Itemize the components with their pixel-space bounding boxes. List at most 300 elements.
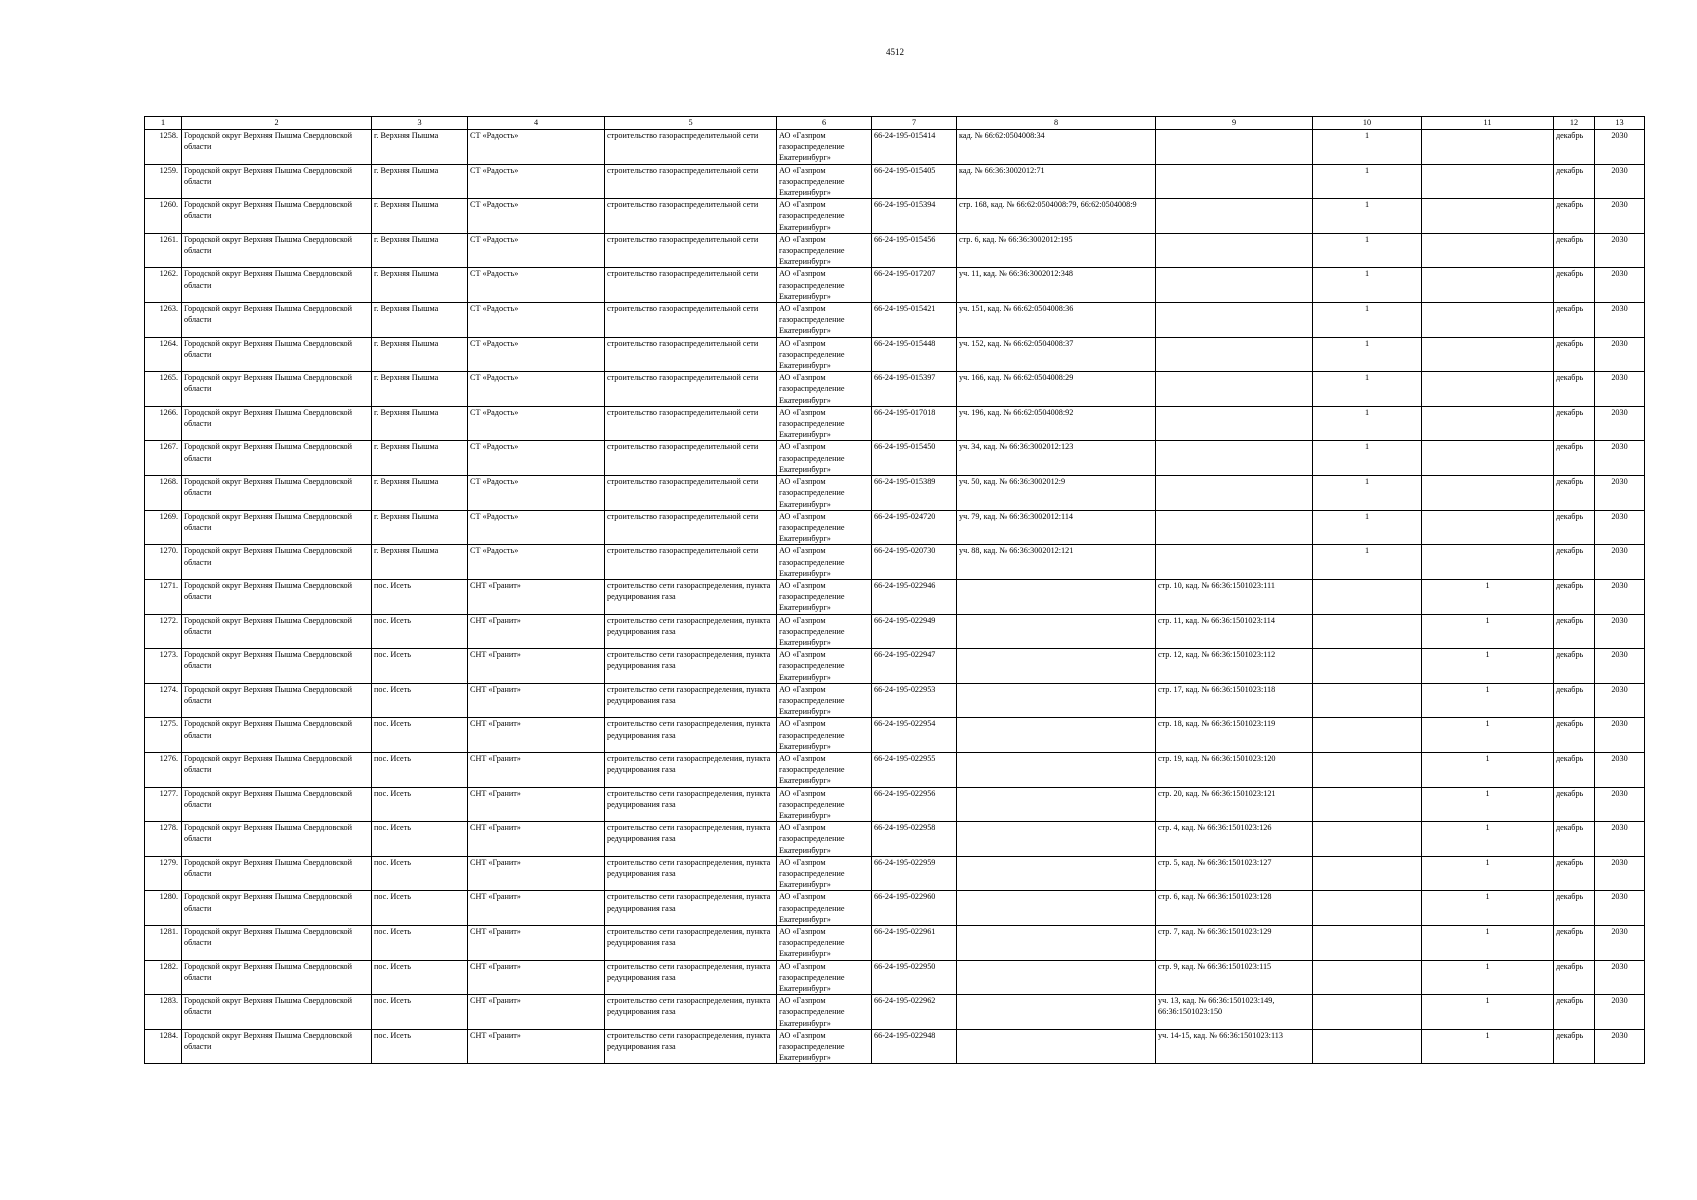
- row-number: 1279.: [145, 856, 182, 891]
- table-row: [145, 787, 1645, 822]
- organization-cell: АО «Газпром газораспределение Екатеринбург»: [777, 476, 872, 511]
- row-number: 1272.: [145, 614, 182, 649]
- table-row: [145, 822, 1645, 857]
- work-type-cell: строительство газораспределительной сети: [605, 164, 777, 199]
- locality-cell: пос. Исеть: [372, 718, 468, 753]
- year-cell: 2030: [1595, 372, 1645, 407]
- quantity-cell: [1313, 683, 1422, 718]
- locality-cell: пос. Исеть: [372, 614, 468, 649]
- work-type-cell: строительство газораспределительной сети: [605, 233, 777, 268]
- object-cell: СНТ «Гранит»: [468, 856, 605, 891]
- work-type-cell: строительство газораспределительной сети: [605, 545, 777, 580]
- plot-cell: уч. 14-15, кад. № 66:36:1501023:113: [1156, 1029, 1313, 1064]
- object-cell: СНТ «Гранит»: [468, 926, 605, 961]
- registration-number-cell: 66-24-195-015414: [872, 130, 957, 165]
- plot-cell: [957, 856, 1156, 891]
- district-cell: Городской округ Верхняя Пышма Свердловской области: [182, 1029, 372, 1064]
- district-cell: Городской округ Верхняя Пышма Свердловской области: [182, 649, 372, 684]
- plot-cell: [957, 649, 1156, 684]
- organization-cell: АО «Газпром газораспределение Екатеринбург»: [777, 995, 872, 1030]
- quantity-cell: [1422, 476, 1554, 511]
- row-number: 1271.: [145, 579, 182, 614]
- year-cell: 2030: [1595, 960, 1645, 995]
- page-number: 4512: [886, 47, 904, 57]
- object-cell: СТ «Радость»: [468, 406, 605, 441]
- work-type-cell: строительство сети газораспределения, пункта редуцирования газа: [605, 787, 777, 822]
- month-cell: декабрь: [1554, 476, 1595, 511]
- work-type-cell: строительство сети газораспределения, пункта редуцирования газа: [605, 752, 777, 787]
- year-cell: 2030: [1595, 268, 1645, 303]
- table-row: [145, 406, 1645, 441]
- organization-cell: АО «Газпром газораспределение Екатеринбург»: [777, 856, 872, 891]
- registration-number-cell: 66-24-195-022946: [872, 579, 957, 614]
- organization-cell: АО «Газпром газораспределение Екатеринбург»: [777, 406, 872, 441]
- quantity-cell: [1422, 441, 1554, 476]
- year-cell: 2030: [1595, 891, 1645, 926]
- organization-cell: АО «Газпром газораспределение Екатеринбург»: [777, 579, 872, 614]
- year-cell: 2030: [1595, 752, 1645, 787]
- locality-cell: пос. Исеть: [372, 1029, 468, 1064]
- year-cell: 2030: [1595, 130, 1645, 165]
- plot-cell: стр. 17, кад. № 66:36:1501023:118: [1156, 683, 1313, 718]
- work-type-cell: строительство сети газораспределения, пункта редуцирования газа: [605, 995, 777, 1030]
- organization-cell: АО «Газпром газораспределение Екатеринбург»: [777, 822, 872, 857]
- work-type-cell: строительство сети газораспределения, пункта редуцирования газа: [605, 856, 777, 891]
- district-cell: Городской округ Верхняя Пышма Свердловской области: [182, 926, 372, 961]
- district-cell: Городской округ Верхняя Пышма Свердловской области: [182, 579, 372, 614]
- row-number: 1284.: [145, 1029, 182, 1064]
- registration-number-cell: 66-24-195-022953: [872, 683, 957, 718]
- month-cell: декабрь: [1554, 614, 1595, 649]
- quantity-cell: [1313, 614, 1422, 649]
- registration-number-cell: 66-24-195-015405: [872, 164, 957, 199]
- row-number: 1282.: [145, 960, 182, 995]
- month-cell: декабрь: [1554, 752, 1595, 787]
- district-cell: Городской округ Верхняя Пышма Свердловской области: [182, 441, 372, 476]
- registration-number-cell: 66-24-195-022948: [872, 1029, 957, 1064]
- quantity-cell: 1: [1422, 649, 1554, 684]
- month-cell: декабрь: [1554, 303, 1595, 338]
- district-cell: Городской округ Верхняя Пышма Свердловской области: [182, 960, 372, 995]
- plot-cell: стр. 9, кад. № 66:36:1501023:115: [1156, 960, 1313, 995]
- quantity-cell: [1313, 1029, 1422, 1064]
- quantity-cell: 1: [1313, 406, 1422, 441]
- register-table: [144, 116, 1645, 1064]
- district-cell: Городской округ Верхняя Пышма Свердловской области: [182, 233, 372, 268]
- row-number: 1267.: [145, 441, 182, 476]
- organization-cell: АО «Газпром газораспределение Екатеринбург»: [777, 787, 872, 822]
- registration-number-cell: 66-24-195-017018: [872, 406, 957, 441]
- table-row: [145, 372, 1645, 407]
- row-number: 1258.: [145, 130, 182, 165]
- table-row: [145, 441, 1645, 476]
- registration-number-cell: 66-24-195-022956: [872, 787, 957, 822]
- plot-cell: [1156, 441, 1313, 476]
- quantity-cell: 1: [1313, 130, 1422, 165]
- table-row: [145, 752, 1645, 787]
- object-cell: СТ «Радость»: [468, 337, 605, 372]
- locality-cell: г. Верхняя Пышма: [372, 268, 468, 303]
- plot-cell: стр. 6, кад. № 66:36:1501023:128: [1156, 891, 1313, 926]
- organization-cell: АО «Газпром газораспределение Екатеринбург»: [777, 510, 872, 545]
- plot-cell: [957, 614, 1156, 649]
- organization-cell: АО «Газпром газораспределение Екатеринбург»: [777, 926, 872, 961]
- row-number: 1263.: [145, 303, 182, 338]
- registration-number-cell: 66-24-195-015450: [872, 441, 957, 476]
- object-cell: СТ «Радость»: [468, 164, 605, 199]
- object-cell: СТ «Радость»: [468, 233, 605, 268]
- plot-cell: стр. 19, кад. № 66:36:1501023:120: [1156, 752, 1313, 787]
- object-cell: СНТ «Гранит»: [468, 579, 605, 614]
- object-cell: СНТ «Гранит»: [468, 649, 605, 684]
- work-type-cell: строительство сети газораспределения, пункта редуцирования газа: [605, 822, 777, 857]
- district-cell: Городской округ Верхняя Пышма Свердловской области: [182, 787, 372, 822]
- year-cell: 2030: [1595, 1029, 1645, 1064]
- month-cell: декабрь: [1554, 683, 1595, 718]
- quantity-cell: [1313, 579, 1422, 614]
- table-row: [145, 960, 1645, 995]
- table-row: [145, 579, 1645, 614]
- quantity-cell: 1: [1313, 441, 1422, 476]
- locality-cell: г. Верхняя Пышма: [372, 441, 468, 476]
- work-type-cell: строительство газораспределительной сети: [605, 303, 777, 338]
- registration-number-cell: 66-24-195-022954: [872, 718, 957, 753]
- table-row: [145, 718, 1645, 753]
- work-type-cell: строительство сети газораспределения, пункта редуцирования газа: [605, 960, 777, 995]
- quantity-cell: 1: [1422, 787, 1554, 822]
- work-type-cell: строительство газораспределительной сети: [605, 337, 777, 372]
- quantity-cell: [1313, 718, 1422, 753]
- plot-cell: стр. 7, кад. № 66:36:1501023:129: [1156, 926, 1313, 961]
- quantity-cell: 1: [1422, 926, 1554, 961]
- registration-number-cell: 66-24-195-022961: [872, 926, 957, 961]
- quantity-cell: 1: [1422, 856, 1554, 891]
- row-number: 1274.: [145, 683, 182, 718]
- plot-cell: [957, 579, 1156, 614]
- plot-cell: [1156, 130, 1313, 165]
- locality-cell: пос. Исеть: [372, 787, 468, 822]
- organization-cell: АО «Газпром газораспределение Екатеринбург»: [777, 199, 872, 234]
- registration-number-cell: 66-24-195-017207: [872, 268, 957, 303]
- locality-cell: пос. Исеть: [372, 579, 468, 614]
- month-cell: декабрь: [1554, 579, 1595, 614]
- year-cell: 2030: [1595, 926, 1645, 961]
- quantity-cell: 1: [1313, 303, 1422, 338]
- column-number: 10: [1313, 117, 1422, 130]
- table-row: [145, 614, 1645, 649]
- district-cell: Городской округ Верхняя Пышма Свердловской области: [182, 164, 372, 199]
- object-cell: СНТ «Гранит»: [468, 822, 605, 857]
- district-cell: Городской округ Верхняя Пышма Свердловской области: [182, 199, 372, 234]
- table-row: [145, 233, 1645, 268]
- plot-cell: уч. 11, кад. № 66:36:3002012:348: [957, 268, 1156, 303]
- column-number-row: [145, 117, 1645, 130]
- quantity-cell: [1313, 752, 1422, 787]
- locality-cell: г. Верхняя Пышма: [372, 372, 468, 407]
- plot-cell: [1156, 337, 1313, 372]
- column-number: 8: [957, 117, 1156, 130]
- locality-cell: пос. Исеть: [372, 822, 468, 857]
- column-number: 11: [1422, 117, 1554, 130]
- year-cell: 2030: [1595, 614, 1645, 649]
- quantity-cell: [1313, 787, 1422, 822]
- row-number: 1280.: [145, 891, 182, 926]
- column-number: 9: [1156, 117, 1313, 130]
- table-row: [145, 130, 1645, 165]
- table-row: [145, 268, 1645, 303]
- organization-cell: АО «Газпром газораспределение Екатеринбург»: [777, 303, 872, 338]
- plot-cell: уч. 79, кад. № 66:36:3002012:114: [957, 510, 1156, 545]
- quantity-cell: 1: [1422, 1029, 1554, 1064]
- district-cell: Городской округ Верхняя Пышма Свердловской области: [182, 303, 372, 338]
- quantity-cell: [1313, 960, 1422, 995]
- district-cell: Городской округ Верхняя Пышма Свердловской области: [182, 856, 372, 891]
- quantity-cell: [1422, 406, 1554, 441]
- work-type-cell: строительство газораспределительной сети: [605, 476, 777, 511]
- quantity-cell: [1422, 372, 1554, 407]
- column-number: 3: [372, 117, 468, 130]
- plot-cell: уч. 152, кад. № 66:62:0504008:37: [957, 337, 1156, 372]
- locality-cell: пос. Исеть: [372, 649, 468, 684]
- quantity-cell: [1313, 891, 1422, 926]
- quantity-cell: 1: [1422, 891, 1554, 926]
- quantity-cell: 1: [1422, 960, 1554, 995]
- row-number: 1278.: [145, 822, 182, 857]
- organization-cell: АО «Газпром газораспределение Екатеринбург»: [777, 130, 872, 165]
- plot-cell: [1156, 199, 1313, 234]
- plot-cell: [1156, 268, 1313, 303]
- year-cell: 2030: [1595, 718, 1645, 753]
- quantity-cell: 1: [1313, 372, 1422, 407]
- table-row: [145, 891, 1645, 926]
- registration-number-cell: 66-24-195-022949: [872, 614, 957, 649]
- year-cell: 2030: [1595, 649, 1645, 684]
- quantity-cell: [1422, 164, 1554, 199]
- registration-number-cell: 66-24-195-015394: [872, 199, 957, 234]
- quantity-cell: 1: [1422, 995, 1554, 1030]
- plot-cell: стр. 6, кад. № 66:36:3002012:195: [957, 233, 1156, 268]
- quantity-cell: 1: [1313, 233, 1422, 268]
- quantity-cell: 1: [1422, 614, 1554, 649]
- registration-number-cell: 66-24-195-015421: [872, 303, 957, 338]
- quantity-cell: [1422, 268, 1554, 303]
- district-cell: Городской округ Верхняя Пышма Свердловской области: [182, 130, 372, 165]
- quantity-cell: [1313, 649, 1422, 684]
- column-number: 5: [605, 117, 777, 130]
- object-cell: СНТ «Гранит»: [468, 891, 605, 926]
- quantity-cell: 1: [1422, 718, 1554, 753]
- district-cell: Городской округ Верхняя Пышма Свердловской области: [182, 683, 372, 718]
- month-cell: декабрь: [1554, 510, 1595, 545]
- month-cell: декабрь: [1554, 787, 1595, 822]
- table-body: [145, 117, 1645, 1064]
- year-cell: 2030: [1595, 822, 1645, 857]
- quantity-cell: [1313, 995, 1422, 1030]
- table-row: [145, 926, 1645, 961]
- plot-cell: уч. 88, кад. № 66:36:3002012:121: [957, 545, 1156, 580]
- work-type-cell: строительство сети газораспределения, пункта редуцирования газа: [605, 579, 777, 614]
- plot-cell: [1156, 545, 1313, 580]
- plot-cell: [1156, 164, 1313, 199]
- locality-cell: пос. Исеть: [372, 856, 468, 891]
- locality-cell: г. Верхняя Пышма: [372, 199, 468, 234]
- month-cell: декабрь: [1554, 891, 1595, 926]
- year-cell: 2030: [1595, 579, 1645, 614]
- plot-cell: стр. 11, кад. № 66:36:1501023:114: [1156, 614, 1313, 649]
- month-cell: декабрь: [1554, 130, 1595, 165]
- plot-cell: [957, 1029, 1156, 1064]
- district-cell: Городской округ Верхняя Пышма Свердловской области: [182, 406, 372, 441]
- organization-cell: АО «Газпром газораспределение Екатеринбург»: [777, 891, 872, 926]
- quantity-cell: 1: [1422, 579, 1554, 614]
- table-row: [145, 856, 1645, 891]
- registration-number-cell: 66-24-195-022962: [872, 995, 957, 1030]
- column-number: 6: [777, 117, 872, 130]
- month-cell: декабрь: [1554, 822, 1595, 857]
- work-type-cell: строительство сети газораспределения, пункта редуцирования газа: [605, 1029, 777, 1064]
- plot-cell: [1156, 406, 1313, 441]
- column-number: 12: [1554, 117, 1595, 130]
- year-cell: 2030: [1595, 510, 1645, 545]
- plot-cell: стр. 20, кад. № 66:36:1501023:121: [1156, 787, 1313, 822]
- locality-cell: пос. Исеть: [372, 926, 468, 961]
- month-cell: декабрь: [1554, 545, 1595, 580]
- plot-cell: [957, 822, 1156, 857]
- object-cell: СНТ «Гранит»: [468, 614, 605, 649]
- organization-cell: АО «Газпром газораспределение Екатеринбург»: [777, 337, 872, 372]
- plot-cell: [1156, 476, 1313, 511]
- row-number: 1273.: [145, 649, 182, 684]
- work-type-cell: строительство сети газораспределения, пункта редуцирования газа: [605, 683, 777, 718]
- work-type-cell: строительство газораспределительной сети: [605, 406, 777, 441]
- plot-cell: [957, 960, 1156, 995]
- organization-cell: АО «Газпром газораспределение Екатеринбург»: [777, 752, 872, 787]
- year-cell: 2030: [1595, 995, 1645, 1030]
- locality-cell: г. Верхняя Пышма: [372, 476, 468, 511]
- plot-cell: [957, 995, 1156, 1030]
- work-type-cell: строительство газораспределительной сети: [605, 372, 777, 407]
- plot-cell: уч. 166, кад. № 66:62:0504008:29: [957, 372, 1156, 407]
- plot-cell: стр. 10, кад. № 66:36:1501023:111: [1156, 579, 1313, 614]
- locality-cell: пос. Исеть: [372, 995, 468, 1030]
- object-cell: СТ «Радость»: [468, 130, 605, 165]
- plot-cell: стр. 12, кад. № 66:36:1501023:112: [1156, 649, 1313, 684]
- column-number: 1: [145, 117, 182, 130]
- work-type-cell: строительство сети газораспределения, пункта редуцирования газа: [605, 718, 777, 753]
- district-cell: Городской округ Верхняя Пышма Свердловской области: [182, 614, 372, 649]
- quantity-cell: [1422, 510, 1554, 545]
- work-type-cell: строительство сети газораспределения, пункта редуцирования газа: [605, 649, 777, 684]
- month-cell: декабрь: [1554, 856, 1595, 891]
- registration-number-cell: 66-24-195-022960: [872, 891, 957, 926]
- row-number: 1266.: [145, 406, 182, 441]
- object-cell: СТ «Радость»: [468, 545, 605, 580]
- plot-cell: уч. 196, кад. № 66:62:0504008:92: [957, 406, 1156, 441]
- locality-cell: пос. Исеть: [372, 891, 468, 926]
- plot-cell: уч. 151, кад. № 66:62:0504008:36: [957, 303, 1156, 338]
- work-type-cell: строительство сети газораспределения, пункта редуцирования газа: [605, 614, 777, 649]
- row-number: 1259.: [145, 164, 182, 199]
- month-cell: декабрь: [1554, 926, 1595, 961]
- work-type-cell: строительство газораспределительной сети: [605, 130, 777, 165]
- registration-number-cell: 66-24-195-022959: [872, 856, 957, 891]
- organization-cell: АО «Газпром газораспределение Екатеринбург»: [777, 372, 872, 407]
- plot-cell: стр. 18, кад. № 66:36:1501023:119: [1156, 718, 1313, 753]
- registration-number-cell: 66-24-195-015456: [872, 233, 957, 268]
- plot-cell: стр. 4, кад. № 66:36:1501023:126: [1156, 822, 1313, 857]
- plot-cell: [1156, 372, 1313, 407]
- row-number: 1275.: [145, 718, 182, 753]
- district-cell: Городской округ Верхняя Пышма Свердловской области: [182, 995, 372, 1030]
- table-row: [145, 476, 1645, 511]
- plot-cell: кад. № 66:36:3002012:71: [957, 164, 1156, 199]
- plot-cell: уч. 50, кад. № 66:36:3002012:9: [957, 476, 1156, 511]
- object-cell: СНТ «Гранит»: [468, 718, 605, 753]
- quantity-cell: [1313, 822, 1422, 857]
- district-cell: Городской округ Верхняя Пышма Свердловской области: [182, 268, 372, 303]
- month-cell: декабрь: [1554, 960, 1595, 995]
- quantity-cell: 1: [1313, 510, 1422, 545]
- plot-cell: [957, 718, 1156, 753]
- table-row: [145, 995, 1645, 1030]
- district-cell: Городской округ Верхняя Пышма Свердловской области: [182, 752, 372, 787]
- organization-cell: АО «Газпром газораспределение Екатеринбург»: [777, 649, 872, 684]
- district-cell: Городской округ Верхняя Пышма Свердловской области: [182, 337, 372, 372]
- quantity-cell: 1: [1313, 164, 1422, 199]
- table-row: [145, 510, 1645, 545]
- quantity-cell: [1422, 545, 1554, 580]
- month-cell: декабрь: [1554, 268, 1595, 303]
- organization-cell: АО «Газпром газораспределение Екатеринбург»: [777, 960, 872, 995]
- district-cell: Городской округ Верхняя Пышма Свердловской области: [182, 510, 372, 545]
- registration-number-cell: 66-24-195-015389: [872, 476, 957, 511]
- quantity-cell: [1422, 303, 1554, 338]
- work-type-cell: строительство сети газораспределения, пункта редуцирования газа: [605, 926, 777, 961]
- organization-cell: АО «Газпром газораспределение Екатеринбург»: [777, 1029, 872, 1064]
- object-cell: СНТ «Гранит»: [468, 787, 605, 822]
- object-cell: СТ «Радость»: [468, 441, 605, 476]
- locality-cell: пос. Исеть: [372, 752, 468, 787]
- registration-number-cell: 66-24-195-022950: [872, 960, 957, 995]
- registration-number-cell: 66-24-195-024720: [872, 510, 957, 545]
- row-number: 1262.: [145, 268, 182, 303]
- month-cell: декабрь: [1554, 649, 1595, 684]
- locality-cell: г. Верхняя Пышма: [372, 233, 468, 268]
- column-number: 13: [1595, 117, 1645, 130]
- object-cell: СНТ «Гранит»: [468, 1029, 605, 1064]
- row-number: 1269.: [145, 510, 182, 545]
- month-cell: декабрь: [1554, 372, 1595, 407]
- district-cell: Городской округ Верхняя Пышма Свердловской области: [182, 476, 372, 511]
- work-type-cell: строительство газораспределительной сети: [605, 199, 777, 234]
- locality-cell: г. Верхняя Пышма: [372, 130, 468, 165]
- row-number: 1283.: [145, 995, 182, 1030]
- object-cell: СТ «Радость»: [468, 199, 605, 234]
- locality-cell: пос. Исеть: [372, 683, 468, 718]
- row-number: 1265.: [145, 372, 182, 407]
- year-cell: 2030: [1595, 406, 1645, 441]
- plot-cell: [957, 787, 1156, 822]
- year-cell: 2030: [1595, 683, 1645, 718]
- column-number: 4: [468, 117, 605, 130]
- plot-cell: [1156, 303, 1313, 338]
- year-cell: 2030: [1595, 233, 1645, 268]
- quantity-cell: 1: [1313, 545, 1422, 580]
- registration-number-cell: 66-24-195-015448: [872, 337, 957, 372]
- object-cell: СТ «Радость»: [468, 372, 605, 407]
- registration-number-cell: 66-24-195-022955: [872, 752, 957, 787]
- table-row: [145, 683, 1645, 718]
